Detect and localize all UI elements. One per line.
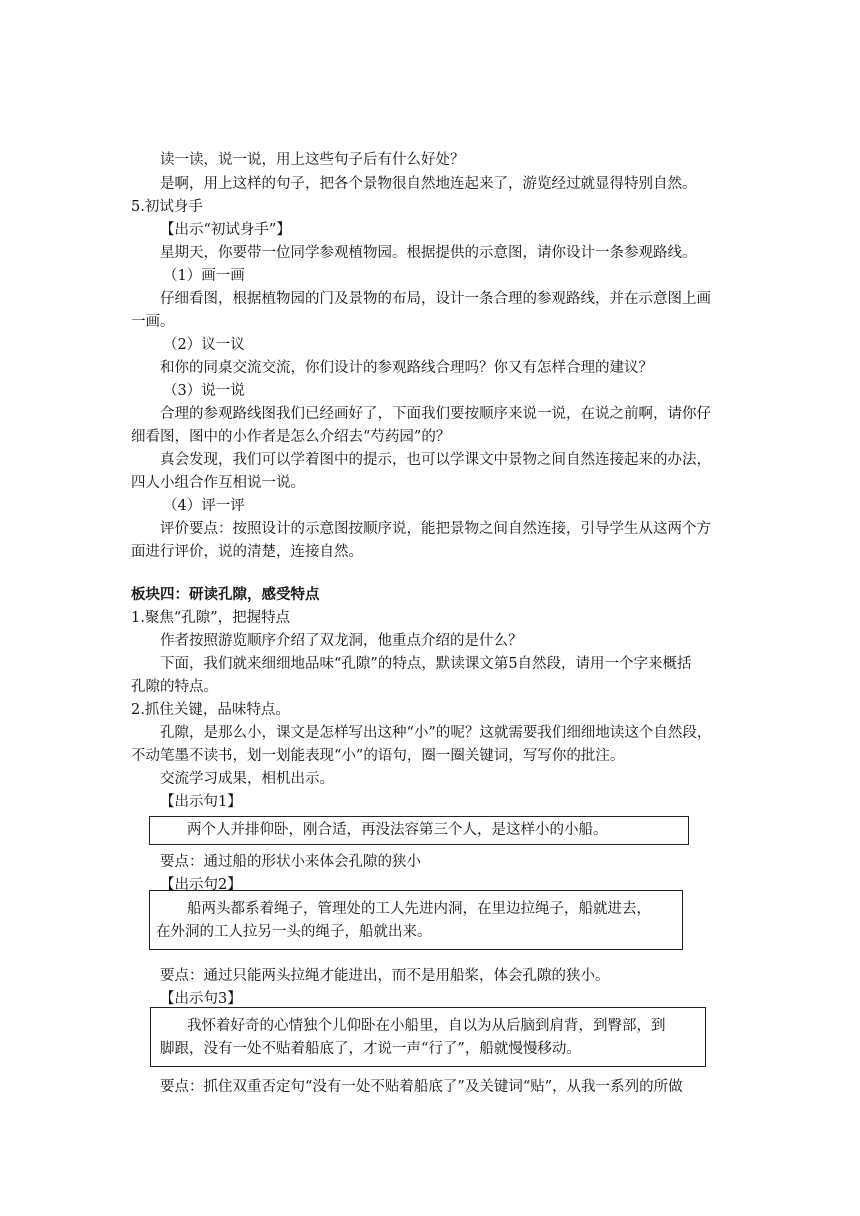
section-heading: 1.聚焦“孔隙”，把握特点 (131, 610, 291, 626)
paragraph-line: 面进行评价，说的清楚，连接自然。 (131, 544, 363, 560)
quote-line: 脚跟，没有一处不贴着船底了，才说一声“行了”，船就慢慢移动。 (160, 1041, 581, 1057)
paragraph-line: 【出示句3】 (160, 991, 242, 1007)
quote-box (149, 890, 683, 950)
paragraph-line: 真会发现，我们可以学着图中的提示，也可以学课文中景物之间自然连接起来的办法， (160, 452, 711, 468)
paragraph-line: 星期天，你要带一位同学参观植物园。根据提供的示意图，请你设计一条参观路线。 (160, 245, 697, 261)
paragraph-line: 【出示句2】 (160, 877, 242, 893)
section-heading: 2.抓住关键，品味特点。 (131, 702, 290, 718)
paragraph-line: 四人小组合作互相说一说。 (131, 475, 305, 491)
quote-line: 船两头都系着绳子，管理处的工人先进内洞，在里边拉绳子，船就进去， (187, 901, 651, 917)
paragraph-line: 下面，我们就来细细地品味“孔隙”的特点，默读课文第5自然段，请用一个字来概括 (160, 656, 692, 672)
paragraph-line: 孔隙，是那么小，课文是怎样写出这种“小”的呢？这就需要我们细细地读这个自然段， (160, 725, 712, 741)
paragraph-line: 是啊，用上这样的句子，把各个景物很自然地连起来了，游览经过就显得特别自然。 (160, 176, 697, 192)
section-heading: 5.初试身手 (131, 199, 203, 215)
paragraph-line: 不动笔墨不读书，划一划能表现“小”的语句，圈一圈关键词，写写你的批注。 (131, 748, 625, 764)
paragraph-line: 和你的同桌交流交流，你们设计的参观路线合理吗？你又有怎样合理的建议？ (160, 360, 653, 376)
paragraph-line: 交流学习成果，相机出示。 (160, 771, 334, 787)
paragraph-line: 一画。 (131, 314, 175, 330)
quote-box (150, 1007, 706, 1067)
paragraph-line: 要点：通过船的形状小来体会孔隙的狭小 (160, 854, 421, 870)
paragraph-line: （2）议一议 (163, 337, 245, 353)
paragraph-line: 【出示句1】 (160, 794, 242, 810)
paragraph-line: 要点：抓住双重否定句“没有一处不贴着船底了”及关键词“贴”，从我一系列的所做 (160, 1079, 683, 1095)
paragraph-line: 合理的参观路线图我们已经画好了，下面我们要按顺序来说一说，在说之前啊，请你仔 (160, 406, 711, 422)
paragraph-line: 读一读，说一说，用上这些句子后有什么好处？ (160, 152, 465, 168)
paragraph-line: 作者按照游览顺序介绍了双龙洞，他重点介绍的是什么？ (160, 633, 523, 649)
paragraph-line: 评价要点：按照设计的示意图按顺序说，能把景物之间自然连接，引导学生从这两个方 (160, 521, 711, 537)
paragraph-line: 孔隙的特点。 (131, 679, 218, 695)
paragraph-line: （3）说一说 (163, 383, 245, 399)
paragraph-line: 细看图，图中的小作者是怎么介绍去“芍药园”的？ (131, 429, 451, 445)
quote-line: 我怀着好奇的心情独个儿仰卧在小船里，自以为从后脑到肩背，到臀部，到 (187, 1018, 666, 1034)
paragraph-line: 要点：通过只能两头拉绳才能进出，而不是用船桨，体会孔隙的狭小。 (160, 968, 610, 984)
quote-line: 两个人并排仰卧，刚合适，再没法容第三个人，是这样小的小船。 (187, 822, 608, 838)
paragraph-line: 【出示“初试身手”】 (160, 222, 291, 238)
paragraph-line: （4）评一评 (163, 498, 245, 514)
quote-line: 在外洞的工人拉另一头的绳子，船就出来。 (156, 924, 432, 940)
paragraph-line: （1）画一画 (163, 268, 245, 284)
quote-box (149, 816, 689, 845)
block-heading: 板块四：研读孔隙，感受特点 (131, 587, 320, 603)
paragraph-line: 仔细看图，根据植物园的门及景物的布局，设计一条合理的参观路线，并在示意图上画 (160, 291, 711, 307)
